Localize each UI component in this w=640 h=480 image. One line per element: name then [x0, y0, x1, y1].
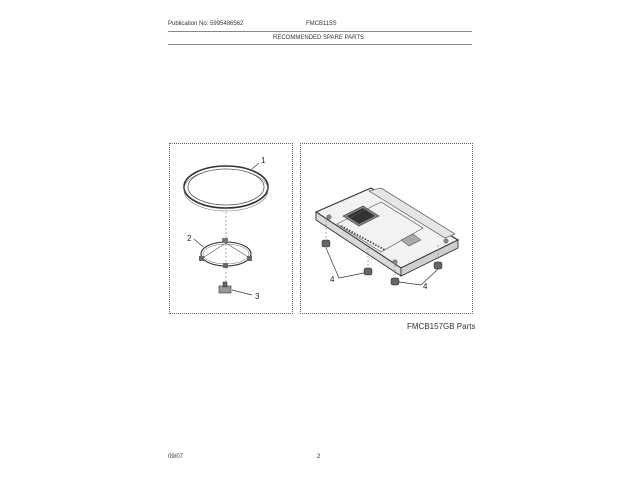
glass-tray-illustration [184, 166, 268, 211]
leader-line-2 [194, 239, 203, 247]
callout-4-left: 4 [330, 275, 335, 284]
callout-1: 1 [261, 156, 266, 165]
leader-line-3 [232, 290, 252, 295]
header-divider [168, 31, 472, 32]
callout-2: 2 [187, 234, 192, 243]
coupler-illustration [219, 282, 231, 293]
turntable-parts-drawing [170, 144, 294, 315]
leader-line-4c [399, 282, 421, 285]
callout-4-right: 4 [423, 282, 428, 291]
roller-ring-illustration [199, 238, 252, 268]
leader-line-1 [252, 163, 259, 169]
callout-3: 3 [255, 292, 260, 301]
leader-line-4a [326, 248, 339, 278]
turntable-parts-panel [169, 143, 293, 314]
leader-line-4b [339, 273, 364, 278]
publication-number: Publication No: 5995486562 [168, 21, 244, 27]
title-divider [168, 44, 472, 45]
oven-underside-drawing [301, 144, 474, 315]
section-title: RECOMMENDED SPARE PARTS [273, 35, 365, 41]
oven-feet-panel [300, 143, 473, 314]
page-number: 2 [317, 454, 321, 460]
footer-date: 09/07 [168, 454, 184, 460]
figure-caption: FMCB157GB Parts [407, 322, 476, 331]
model-number: FMCB115S [306, 21, 337, 27]
